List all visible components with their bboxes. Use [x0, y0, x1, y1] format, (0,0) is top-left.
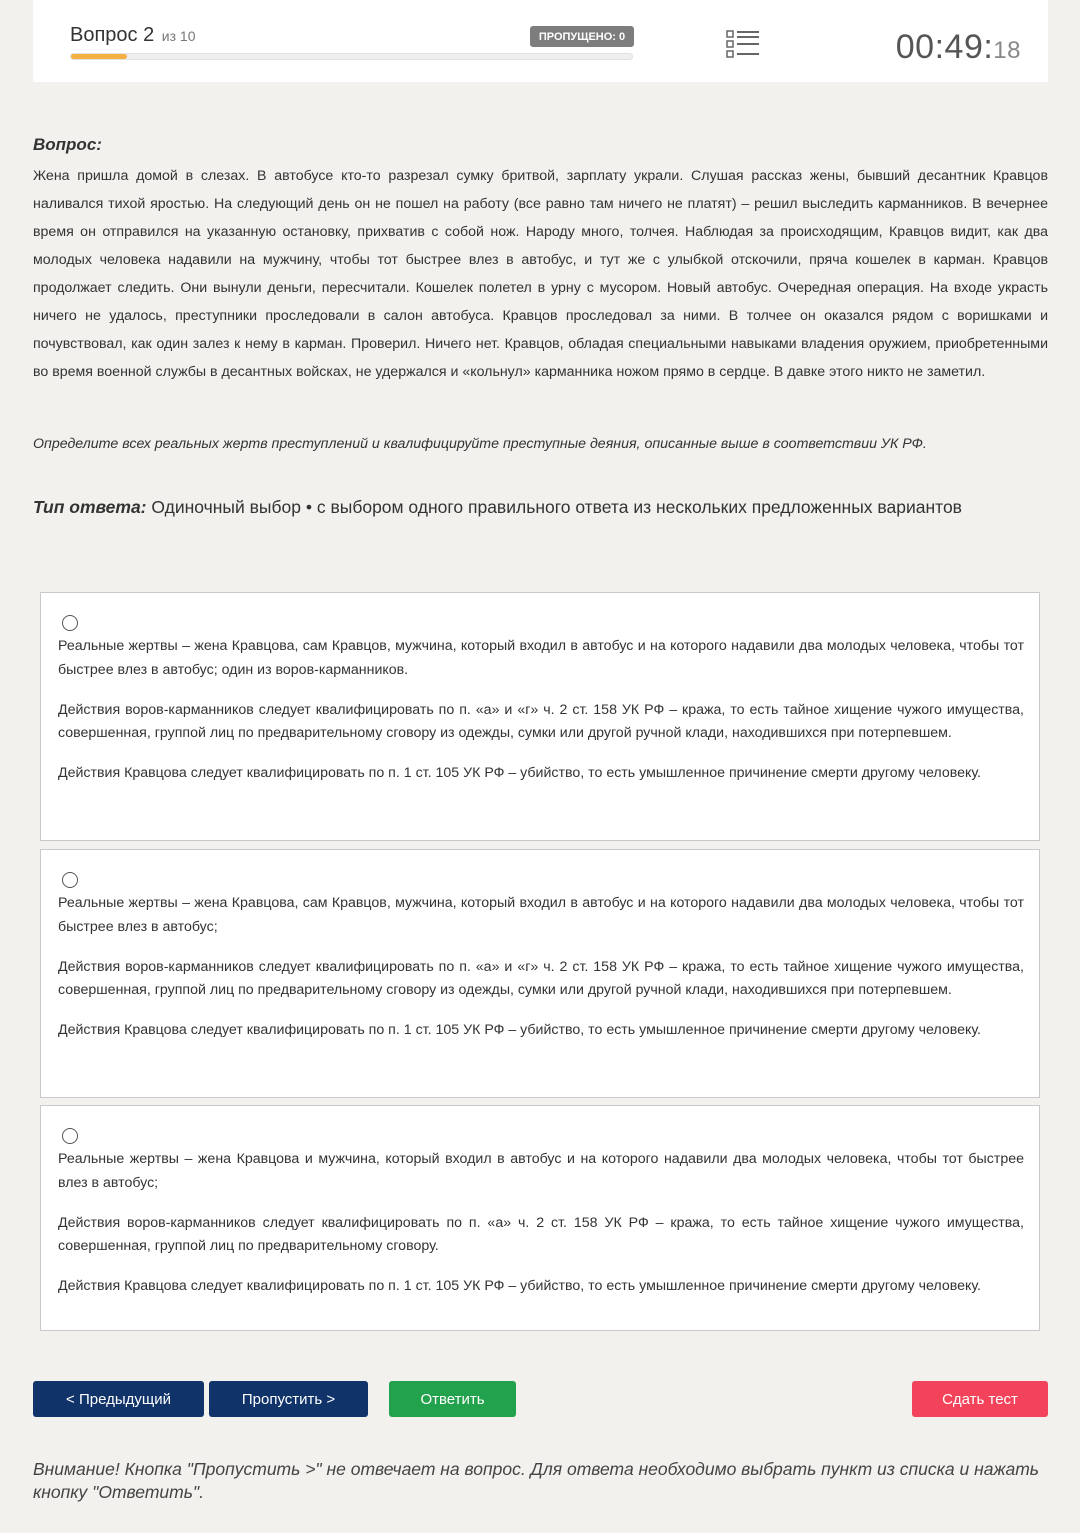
answer-option-1[interactable]: [40, 592, 1040, 841]
answer-button[interactable]: Ответить: [389, 1381, 516, 1417]
question-prefix: Вопрос: [70, 24, 138, 46]
option-thieves-qualification: Действия воров-карманников следует квалифицировать по п. «а» и «г» ч. 2 ст. 158 УК РФ – кража, то есть тайное хищение чужого имущества, совершенная, группой лиц по предварительному сговору из одежды, сумки или другой ручной клади, находившихся при потерпевшем.: [58, 958, 1024, 998]
answer-type: [33, 497, 962, 518]
option-kravtsov-qualification: Действия Кравцова следует квалифицировать по п. 1 ст. 105 УК РФ – убийство, то есть умышленное причинение смерти другому человеку.: [58, 1022, 981, 1038]
question-total: из 10: [161, 28, 196, 44]
answer-type-label: Тип ответа:: [33, 497, 147, 517]
option-kravtsov-qualification: Действия Кравцова следует квалифицировать по п. 1 ст. 105 УК РФ – убийство, то есть умышленное причинение смерти другому человеку.: [58, 765, 981, 781]
header-panel: [33, 0, 1048, 82]
radio-button[interactable]: [62, 872, 78, 888]
progress-fill: [71, 54, 127, 59]
answer-option-2[interactable]: [40, 849, 1040, 1098]
question-text: Жена пришла домой в слезах. В автобусе кто-то разрезал сумку бритвой, зарплату украли. Слушая рассказ жены, бывший десантник Кравцов наливался тихой яростью. На следующий день он не пошел на работу (все равно там ничего не платят) – решил выследить карманников. В вечернее время он отправился на указанную остановку, прихватив с собой нож. Народу много, толчея. Наблюдая за происходящим, Кравцов видит, как два молодых человека надавили на мужчину, чтобы тот быстрее влез в автобус, и тут же с улыбкой отскочили, пряча кошелек в карман. Кравцов продолжает следить. Они вынули деньги, пересчитали. Кошелек полетел в урну с мусором. Новый автобус. Очередная операция. На входе украсть ничего не удалось, преступники проследовали в салон автобуса. Кравцов проследовал за ними. В толчее он оказался рядом с воришками и почувствовал, как один залез к нему в карман. Проверил. Ничего нет. Кравцов, обладая специальными навыками владения оружием, приобретенными во время военной службы в десантных войсках, не удержался и «кольнул» карманника ножом прямо в сердце. В давке этого никто не заметил.: [33, 168, 1048, 380]
question-task: Определите всех реальных жертв преступлений и квалифицируйте преступные деяния, описанные выше в соответствии УК РФ.: [33, 436, 927, 452]
progress-bar: [70, 53, 633, 60]
option-victims: Реальные жертвы – жена Кравцова и мужчина, который входил в автобус и на которого надавили два молодых человека, чтобы тот быстрее влез в автобус;: [58, 1151, 1024, 1191]
skip-warning: Внимание! Кнопка "Пропустить >" не отвечает на вопрос. Для ответа необходимо выбрать пункт из списка и нажать кнопку "Ответить".: [33, 1459, 1040, 1502]
question-number: 2: [143, 24, 155, 46]
answer-type-value: Одиночный выбор • с выбором одного правильного ответа из нескольких предложенных вариантов: [151, 497, 962, 517]
option-victims: Реальные жертвы – жена Кравцова, сам Кравцов, мужчина, который входил в автобус и на которого надавили два молодых человека, чтобы тот быстрее влез в автобус; один из воров-карманников.: [58, 638, 1024, 678]
list-icon[interactable]: [726, 28, 760, 60]
previous-button[interactable]: < Предыдущий: [33, 1381, 204, 1417]
question-label: Вопрос:: [33, 135, 102, 154]
timer-seconds: 18: [993, 37, 1021, 64]
option-victims: Реальные жертвы – жена Кравцова, сам Кравцов, мужчина, который входил в автобус и на которого надавили два молодых человека, чтобы тот быстрее влез в автобус;: [58, 895, 1024, 935]
radio-button[interactable]: [62, 615, 78, 631]
skip-button[interactable]: Пропустить >: [209, 1381, 368, 1417]
question-counter: [70, 24, 196, 47]
option-kravtsov-qualification: Действия Кравцова следует квалифицировать по п. 1 ст. 105 УК РФ – убийство, то есть умышленное причинение смерти другому человеку.: [58, 1278, 981, 1294]
submit-test-button[interactable]: Сдать тест: [912, 1381, 1048, 1417]
skipped-badge: ПРОПУЩЕНО: 0: [530, 26, 634, 47]
option-thieves-qualification: Действия воров-карманников следует квалифицировать по п. «а» и «г» ч. 2 ст. 158 УК РФ – кража, то есть тайное хищение чужого имущества, совершенная, группой лиц по предварительному сговору из одежды, сумки или другой ручной клади, находившихся при потерпевшем.: [58, 701, 1024, 741]
timer: [896, 28, 1021, 67]
option-thieves-qualification: Действия воров-карманников следует квалифицировать по п. «а» ч. 2 ст. 158 УК РФ – кража, то есть тайное хищение чужого имущества, совершенная, группой лиц по предварительному сговору.: [58, 1214, 1024, 1254]
answer-option-3[interactable]: [40, 1105, 1040, 1331]
timer-main: 00:49:: [895, 28, 994, 66]
radio-button[interactable]: [62, 1128, 78, 1144]
